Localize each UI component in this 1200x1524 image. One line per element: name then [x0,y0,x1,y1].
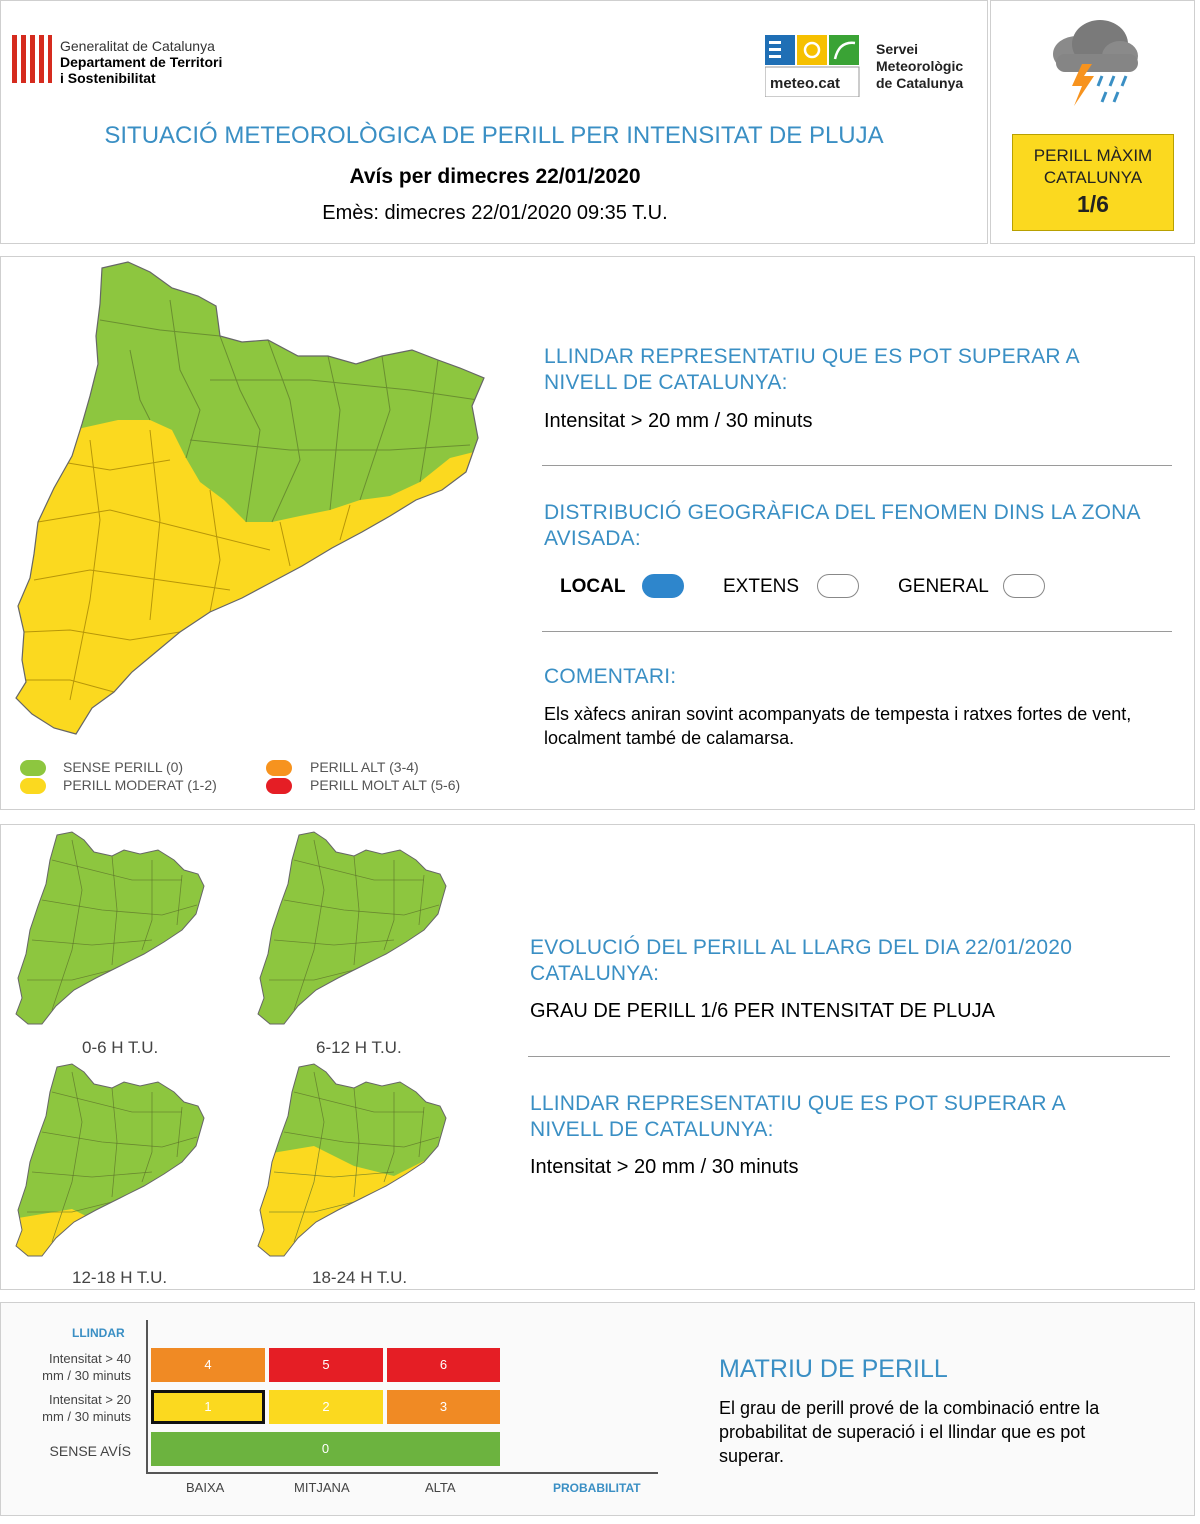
issued-date: Emès: dimecres 22/01/2020 09:35 T.U. [322,202,668,224]
matrix-cell-6: 6 [387,1348,500,1382]
matrix-row-high-line2: mm / 30 minuts [42,1368,131,1383]
gencat-line2: Departament de Territori [60,54,223,70]
evolution-map-moderate-area [12,1209,212,1262]
divider [542,631,1172,632]
service-line3: de Catalunya [876,75,964,91]
gencat-line3: i Sostenibilitat [60,70,156,86]
distribution-local-pill [642,574,684,598]
distribution-extens-label: EXTENS [723,576,800,597]
gencat-text [60,38,222,86]
matrix-cell-5: 5 [269,1348,383,1382]
evolution-threshold-value: Intensitat > 20 mm / 30 minuts [530,1156,799,1178]
max-danger-line2: CATALUNYA [1043,168,1143,187]
matrix-cell-3: 3 [387,1390,500,1424]
matrix-description: El grau de perill prové de la combinació entre la probabilitat de superació i el llindar que es pot superar. [719,1398,1100,1466]
matrix-row-high-line1: Intensitat > 40 [48,1351,131,1366]
legend-label-high: PERILL ALT (3-4) [310,759,419,775]
matrix-y-axis [146,1320,148,1474]
warning-date: Avís per dimecres 22/01/2020 [349,165,641,188]
divider [542,465,1172,466]
distribution-general-label: GENERAL [898,576,989,597]
evolution-map-3 [254,1062,454,1262]
meteocat-service-text [876,41,963,92]
distribution-local-label: LOCAL [560,576,626,597]
gencat-logo [12,35,52,83]
evolution-map-label: 0-6 H T.U. [82,1038,159,1057]
matrix-y-axis-title: LLINDAR [72,1326,125,1340]
matrix-cell-1: 1 [151,1390,265,1424]
threshold-value: Intensitat > 20 mm / 30 minuts [544,410,813,432]
legend-swatch-moderate [20,778,46,794]
evolution-grade: GRAU DE PERILL 1/6 PER INTENSITAT DE PLUJA [530,1000,995,1022]
matrix-x-label-medium: MITJANA [294,1480,350,1495]
evolution-title: EVOLUCIÓ DEL PERILL AL LLARG DEL DIA 22/01/2020 CATALUNYA: [530,936,1073,985]
legend-label-moderate: PERILL MODERAT (1-2) [63,777,217,793]
matrix-x-axis [146,1472,658,1474]
matrix-row-low-line1: Intensitat > 20 [48,1392,131,1407]
matrix-x-label-low: BAIXA [186,1480,225,1495]
evolution-map-label: 18-24 H T.U. [312,1268,408,1287]
max-danger-badge [1012,134,1174,231]
matrix-cell-2: 2 [269,1390,383,1424]
evolution-map-2 [12,1062,212,1262]
service-line2: Meteorològic [876,58,964,74]
meteocat-label: meteo.cat [770,75,841,92]
distribution-title: DISTRIBUCIÓ GEOGRÀFICA DEL FENOMEN DINS LA ZONA AVISADA: [544,501,1140,550]
evolution-map-label: 12-18 H T.U. [72,1268,168,1287]
evolution-threshold-title: LLINDAR REPRESENTATIU QUE ES POT SUPERAR A NIVELL DE CATALUNYA: [530,1092,1065,1141]
legend-swatch-none [20,760,46,776]
comment-text: Els xàfecs aniran sovint acompanyats de tempesta i ratxes fortes de vent, localment també de calamarsa. [544,704,1132,748]
gencat-line1: Generalitat de Catalunya [60,38,215,54]
legend-swatch-high [266,760,292,776]
matrix-title: MATRIU DE PERILL [719,1355,948,1383]
comment-title: COMENTARI: [544,665,677,688]
matrix-row-label-high [10,1350,131,1384]
meteocat-logo [765,35,861,97]
legend-swatch-very-high [266,778,292,794]
matrix-row-label-low [10,1391,131,1425]
service-line1: Servei [876,41,919,57]
storm-rain-icon [1042,14,1142,110]
matrix-x-label-high: ALTA [425,1480,456,1495]
distribution-general-pill [1003,574,1045,598]
matrix-row-label-none: SENSE AVÍS [49,1443,131,1459]
gencat-shield-icon [12,35,52,83]
legend-label-very-high: PERILL MOLT ALT (5-6) [310,777,461,793]
divider [528,1056,1170,1057]
max-danger-value: 1/6 [1077,191,1109,217]
matrix-x-axis-title: PROBABILITAT [553,1481,641,1495]
legend-label-none: SENSE PERILL (0) [63,759,184,775]
catalonia-map [10,260,490,742]
max-danger-line1: PERILL MÀXIM [1033,146,1153,165]
evolution-map-label: 6-12 H T.U. [316,1038,402,1057]
matrix-cell-4: 4 [151,1348,265,1382]
page-title: SITUACIÓ METEOROLÒGICA DE PERILL PER INTENSITAT DE PLUJA [104,122,884,149]
evolution-map-1 [254,830,454,1030]
matrix-row-low-line2: mm / 30 minuts [42,1409,131,1424]
threshold-title: LLINDAR REPRESENTATIU QUE ES POT SUPERAR A NIVELL DE CATALUNYA: [544,345,1079,394]
evolution-map-0 [12,830,212,1030]
matrix-cell-0: 0 [151,1432,500,1466]
distribution-extens-pill [817,574,859,598]
